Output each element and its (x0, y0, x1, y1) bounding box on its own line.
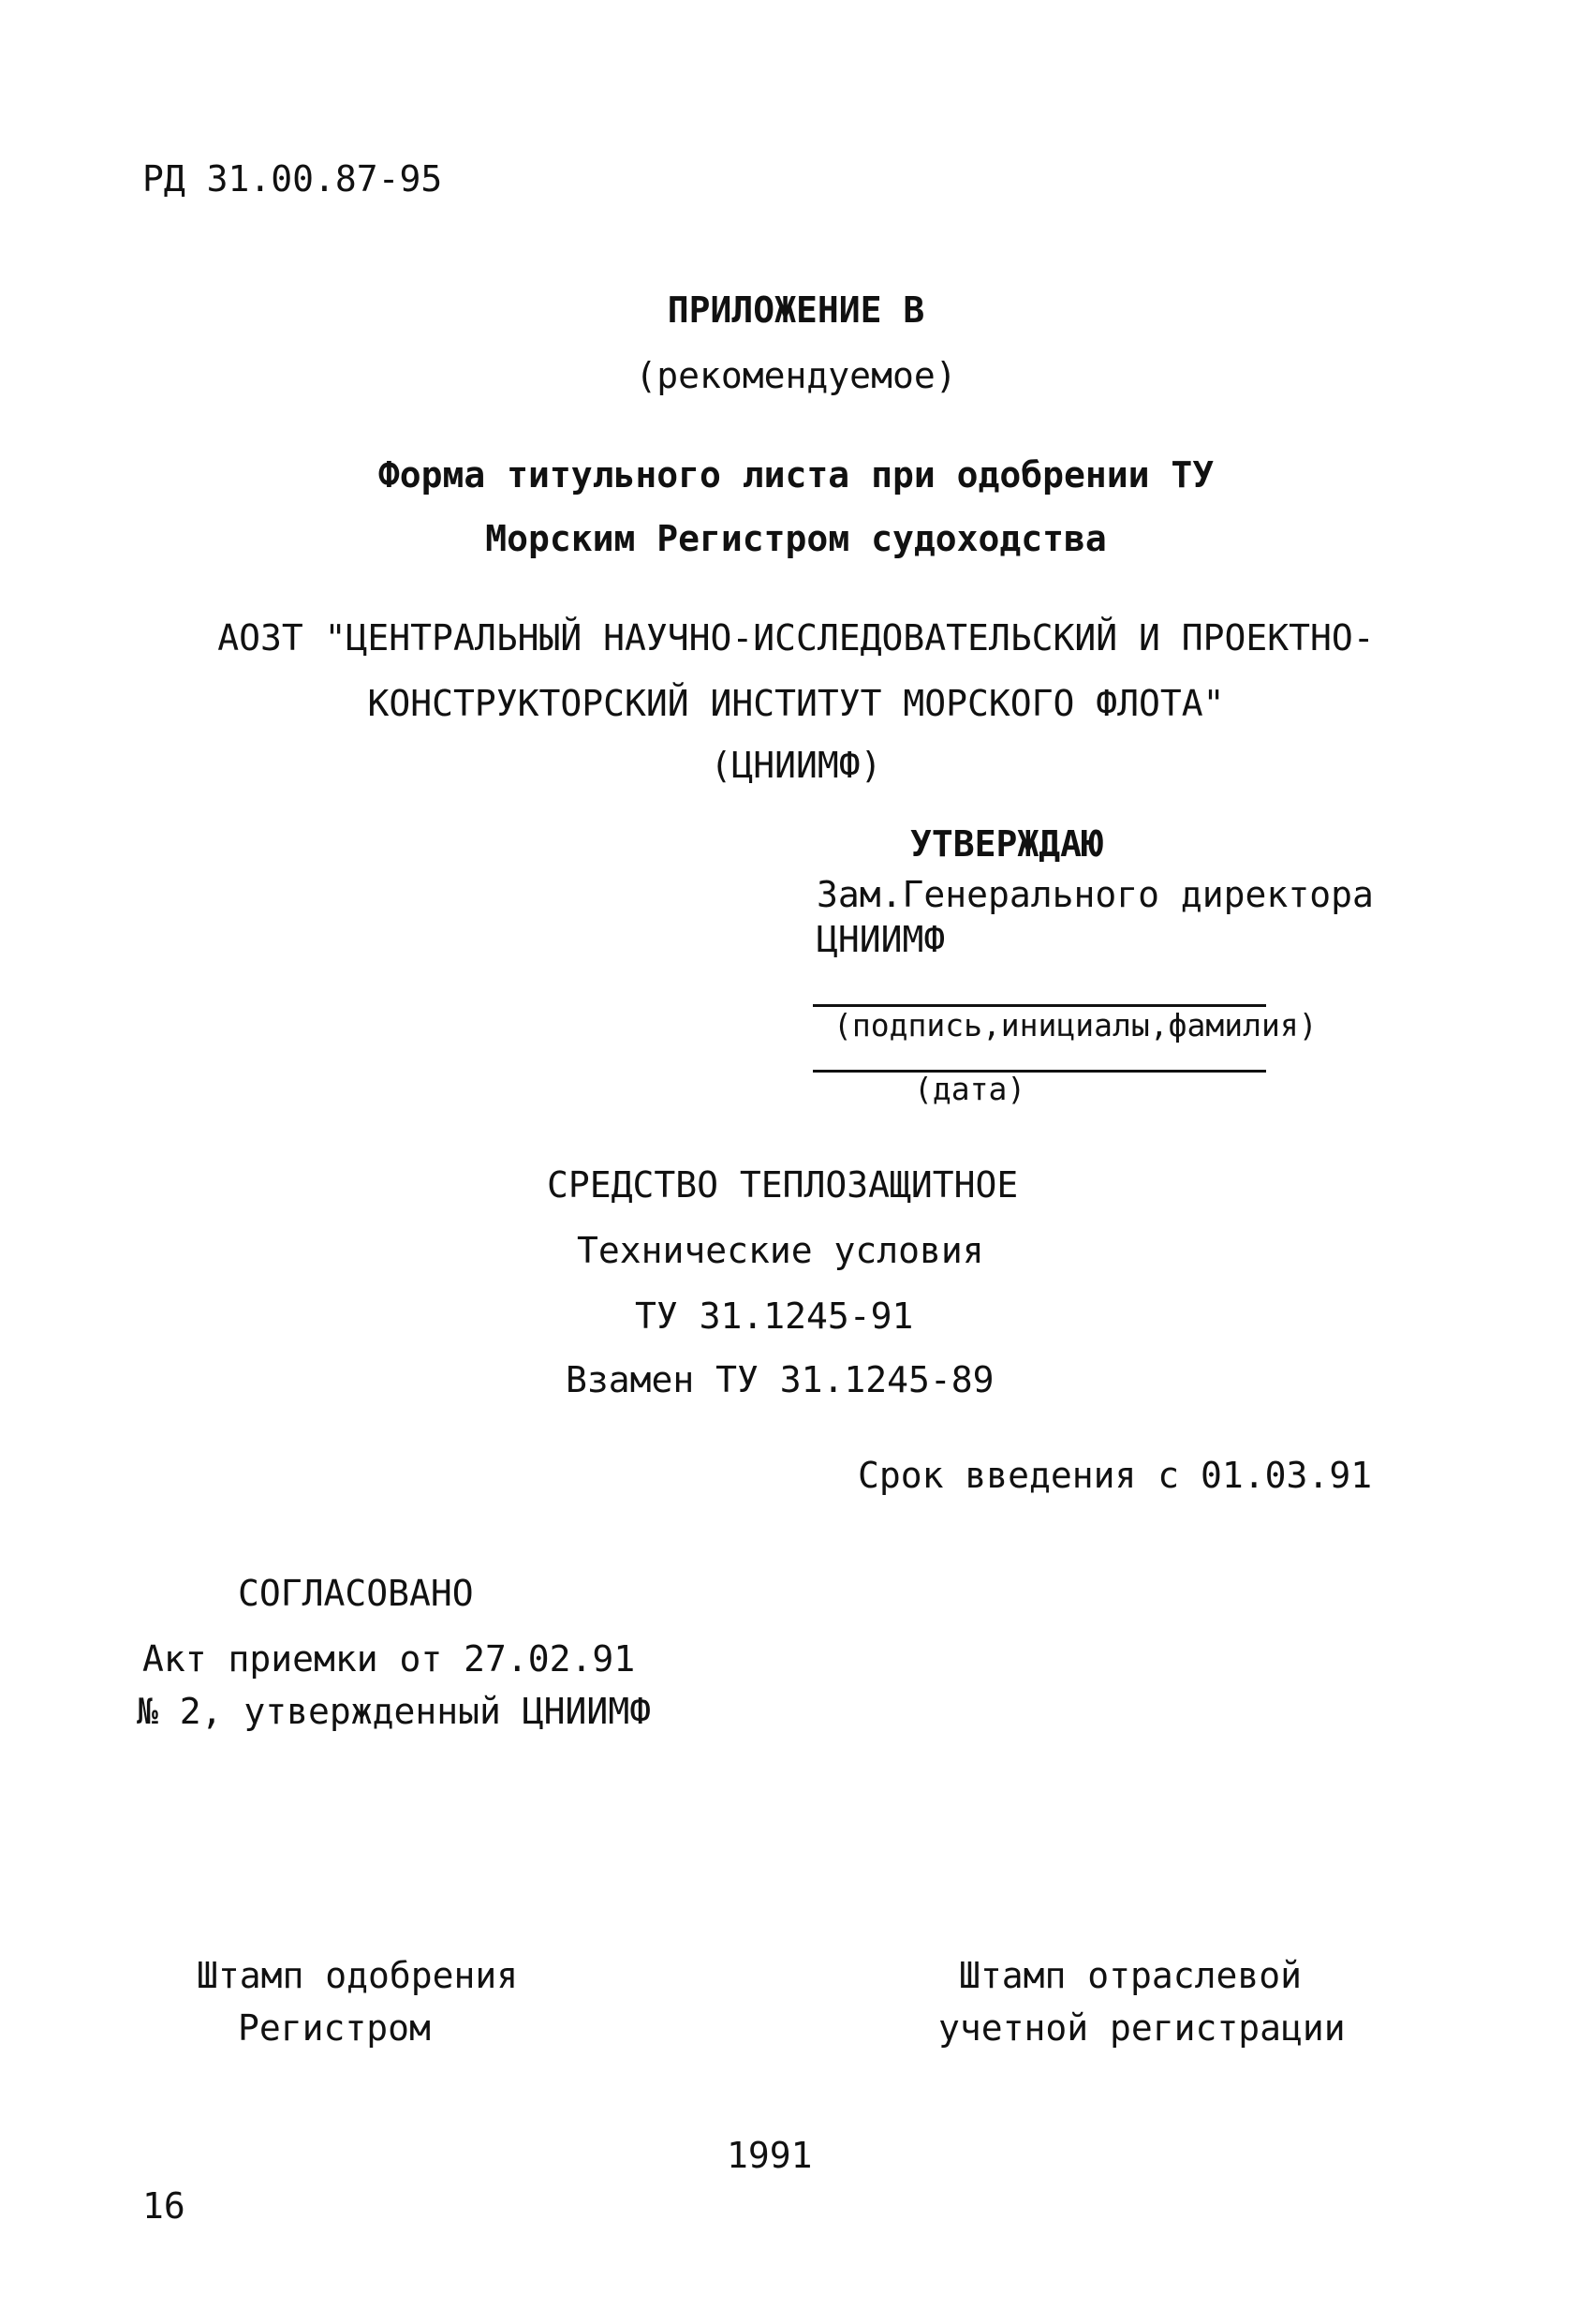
approval-heading: УТВЕРЖДАЮ (910, 823, 1103, 865)
signature-caption: (подпись,инициалы,фамилия) (833, 1007, 1318, 1044)
date-caption: (дата) (914, 1071, 1026, 1107)
appendix-status: (рекомендуемое) (635, 355, 957, 396)
organization-line1: АОЗТ "ЦЕНТРАЛЬНЫЙ НАУЧНО-ИССЛЕДОВАТЕЛЬСКИЙ И ПРОЕКТНО- (217, 617, 1375, 659)
year: 1991 (727, 2135, 813, 2176)
stamp-left-line1: Штамп одобрения (197, 1955, 519, 1996)
form-caption-line2: Морским Регистром судоходства (485, 518, 1107, 559)
page-number: 16 (142, 2185, 185, 2227)
organization-abbr: (ЦНИИМФ) (710, 745, 882, 786)
agreed-line2: № 2, утвержденный ЦНИИМФ (137, 1691, 652, 1732)
tu-number: ТУ 31.1245-91 (635, 1295, 914, 1337)
form-caption-line1: Форма титульного листа при одобрении ТУ (377, 454, 1215, 496)
appendix-title: ПРИЛОЖЕНИЕ В (667, 289, 925, 331)
stamp-right-line2: учетной регистрации (938, 2007, 1346, 2049)
product-doc-type: Технические условия (577, 1230, 984, 1271)
organization-line2: КОНСТРУКТОРСКИЙ ИНСТИТУТ МОРСКОГО ФЛОТА" (367, 683, 1225, 724)
agreed-heading: СОГЛАСОВАНО (238, 1573, 474, 1614)
stamp-right-line1: Штамп отраслевой (959, 1955, 1303, 1996)
approval-position-line1: Зам.Генерального директора (817, 874, 1374, 915)
document-code: РД 31.00.87-95 (142, 158, 443, 200)
stamp-left-line2: Регистром (238, 2007, 431, 2049)
product-name: СРЕДСТВО ТЕПЛОЗАЩИТНОЕ (547, 1164, 1019, 1206)
effective-date: Срок введения с 01.03.91 (858, 1455, 1373, 1496)
tu-replaces: Взамен ТУ 31.1245-89 (566, 1359, 995, 1400)
date-line (813, 1070, 1266, 1073)
agreed-line1: Акт приемки от 27.02.91 (142, 1638, 636, 1680)
approval-position-line2: ЦНИИМФ (817, 919, 946, 960)
